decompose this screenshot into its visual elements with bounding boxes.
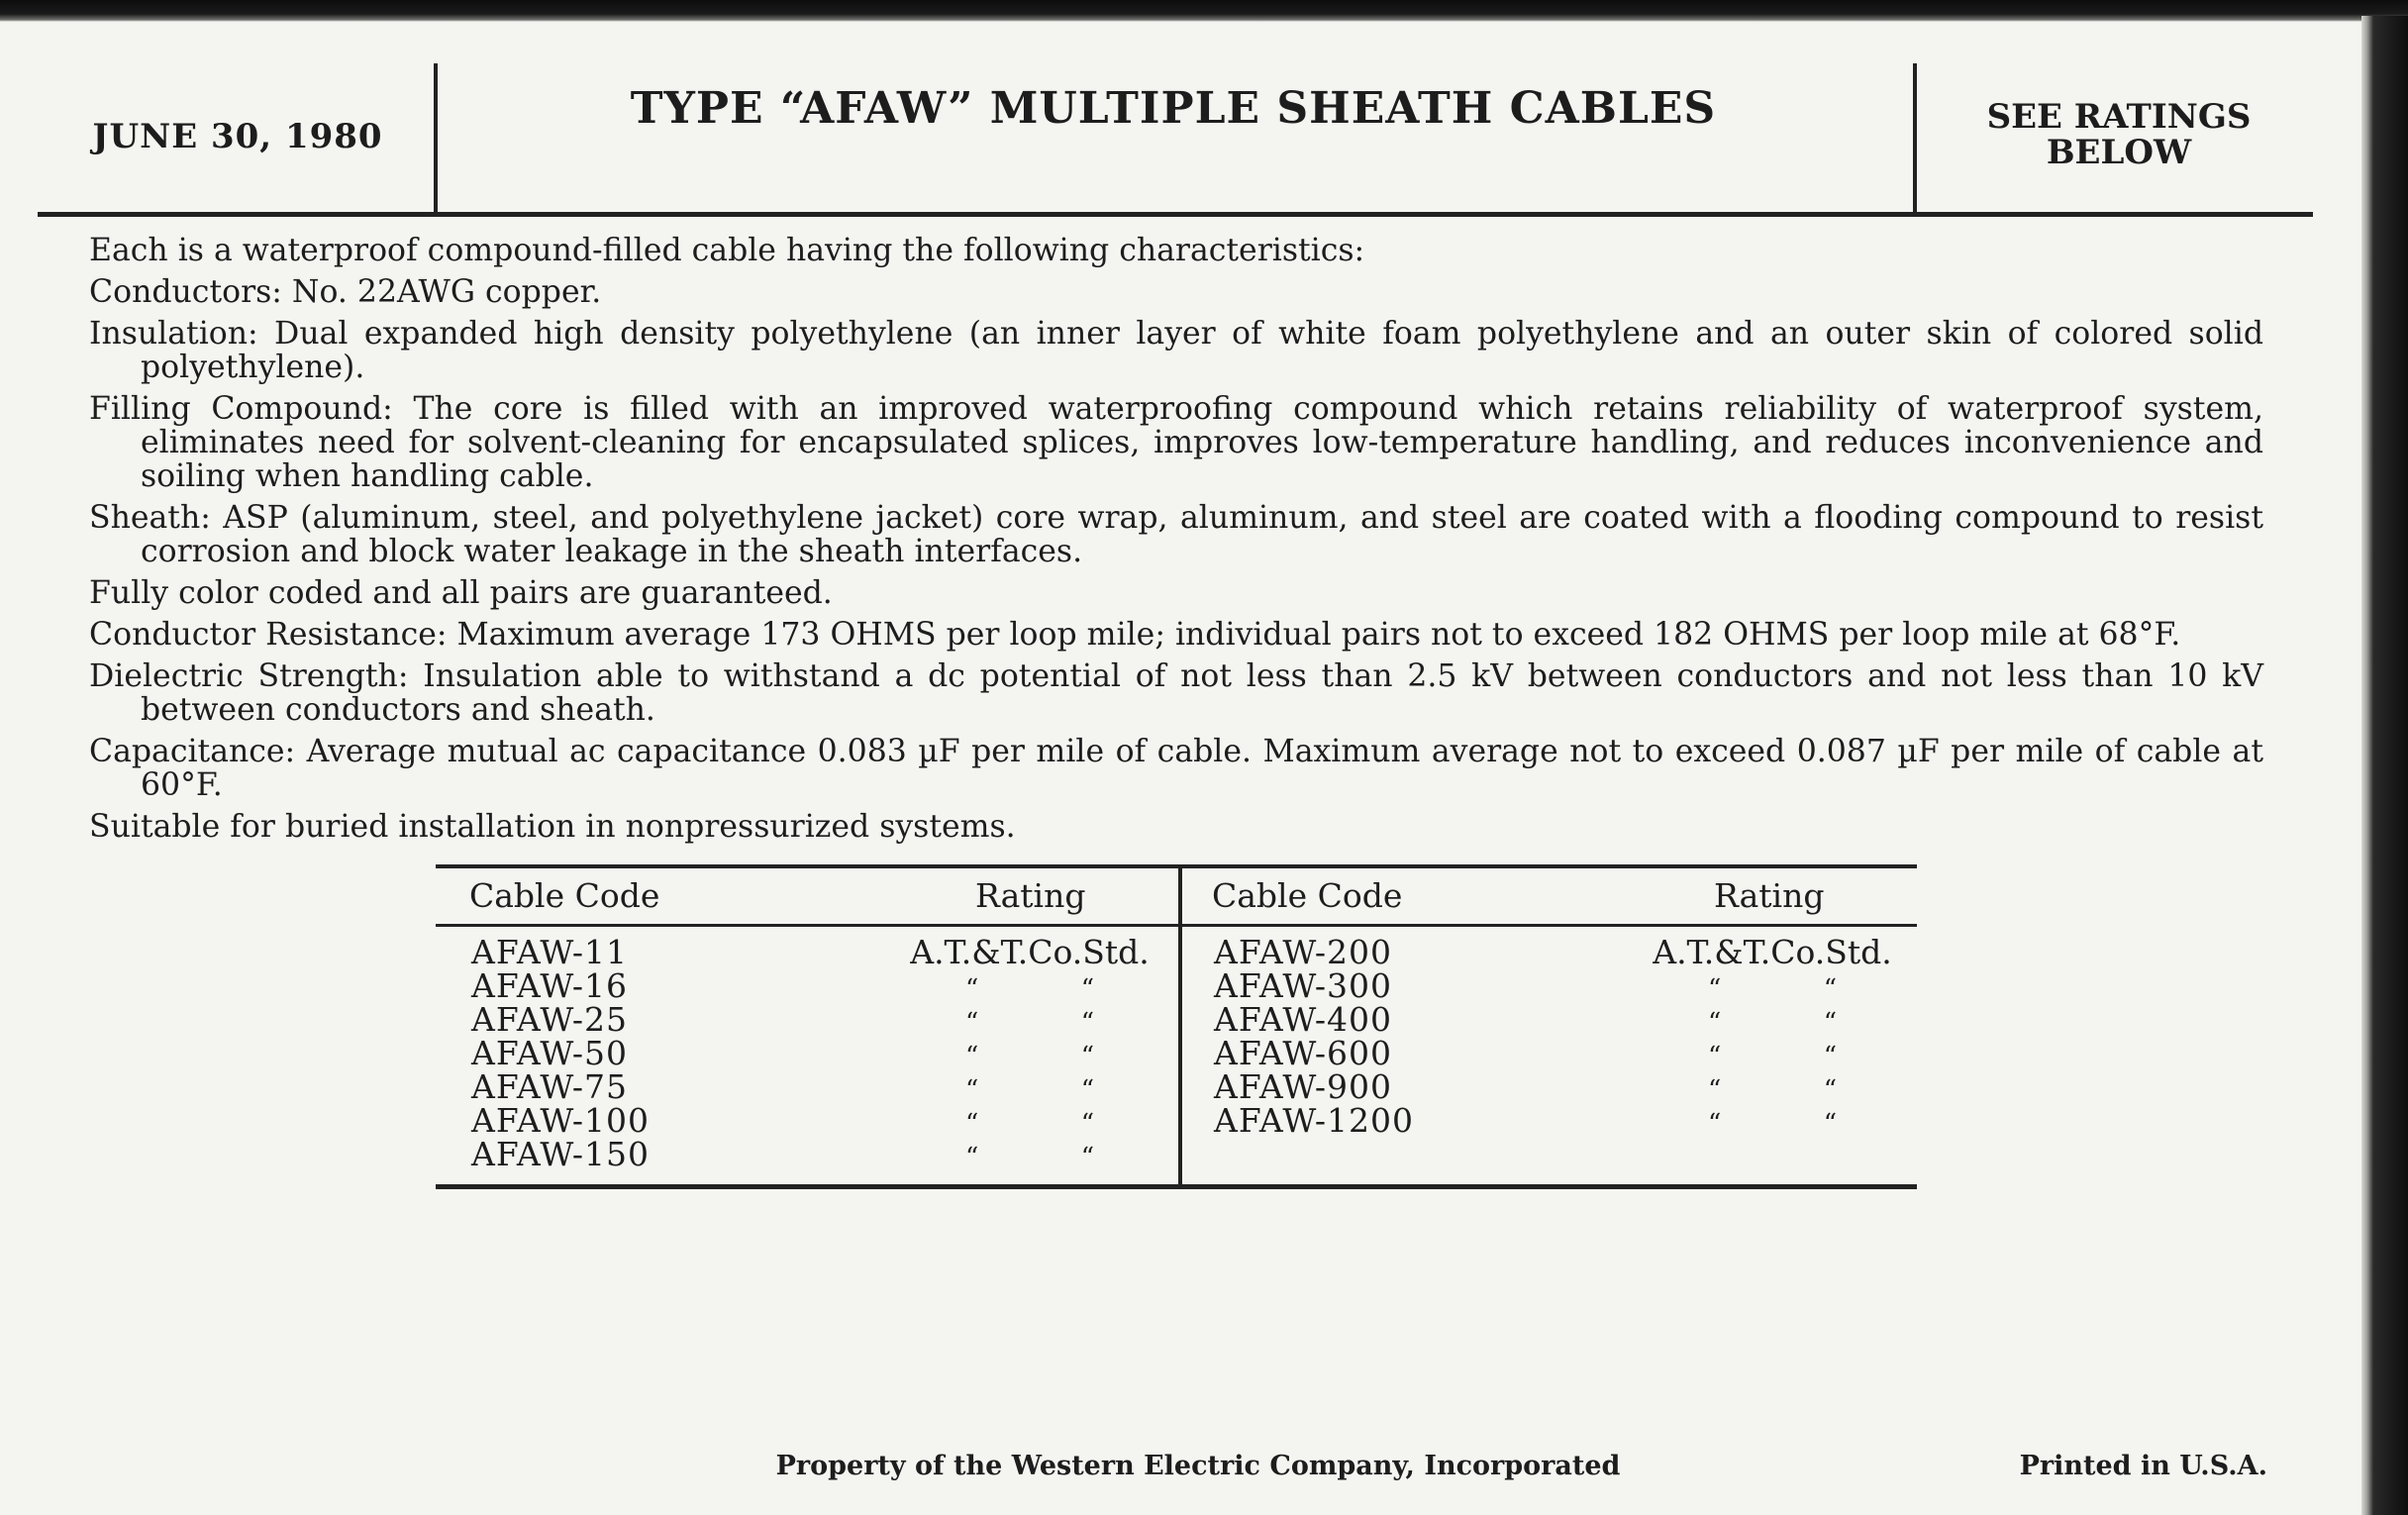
installation-paragraph: Suitable for buried installation in nonpressurized systems. bbox=[89, 809, 1016, 845]
ditto-marks bbox=[965, 1006, 1094, 1040]
issue-date: JUNE 30, 1980 bbox=[92, 117, 383, 156]
scan-edge-top bbox=[0, 0, 2408, 22]
color-coded-paragraph: Fully color coded and all pairs are guaranteed. bbox=[89, 575, 833, 611]
ditto-mark: “ bbox=[1080, 1008, 1094, 1038]
left-rating-ditto bbox=[901, 1138, 1158, 1171]
printed-notice: Printed in U.S.A. bbox=[2019, 1451, 2267, 1481]
filling-compound-paragraph: Filling Compound: The core is filled with an improved waterproofing compound which retains reliability of waterproof system, eliminates need for solvent-cleaning for encapsulated splices, improves low-temperature handling, and reduces inconvenience and soiling when handling cable. bbox=[89, 391, 2263, 494]
right-rating-ditto bbox=[1644, 1070, 1901, 1104]
right-rating-ditto bbox=[1644, 1037, 1901, 1070]
left-cable-code: AFAW-75 bbox=[471, 1067, 629, 1106]
ditto-marks bbox=[1708, 1040, 1837, 1073]
conductor-resistance-paragraph: Conductor Resistance: Maximum average 173 OHMS per loop mile; individual pairs not to exceed 182 OHMS per loop mile at 68°F. bbox=[89, 617, 2181, 653]
right-rating-column bbox=[1644, 933, 1901, 1139]
conductors-paragraph: Conductors: No. 22AWG copper. bbox=[89, 274, 602, 310]
ditto-mark: “ bbox=[1823, 1109, 1837, 1139]
ditto-marks bbox=[1708, 1073, 1837, 1107]
right-cable-code: AFAW-200 bbox=[1214, 933, 1393, 971]
left-rating-value: A.T.&T.Co.Std. bbox=[910, 933, 1150, 971]
ratings-note bbox=[1941, 99, 2297, 170]
ditto-mark: “ bbox=[1080, 1075, 1094, 1105]
left-rating-ditto bbox=[901, 1104, 1158, 1138]
left-cable-code: AFAW-150 bbox=[471, 1135, 651, 1173]
capacitance-paragraph: Capacitance: Average mutual ac capacitance 0.083 µF per mile of cable. Maximum average not to exceed 0.087 µF per mile of cable at 60°F. bbox=[89, 734, 2263, 803]
intro-paragraph: Each is a waterproof compound-filled cable having the following characteristics: bbox=[89, 233, 1365, 268]
ditto-mark: “ bbox=[1708, 1008, 1722, 1038]
ditto-mark: “ bbox=[1708, 1042, 1722, 1071]
ditto-mark: “ bbox=[1708, 1109, 1722, 1139]
left-cable-code: AFAW-16 bbox=[471, 966, 629, 1005]
header-rating-left: Rating bbox=[975, 876, 1086, 915]
ditto-mark: “ bbox=[965, 974, 979, 1004]
table-bottom-rule bbox=[436, 1184, 1917, 1189]
right-rating-ditto bbox=[1644, 1104, 1901, 1138]
right-cable-code: AFAW-400 bbox=[1214, 1000, 1393, 1039]
header-cable-code-left: Cable Code bbox=[469, 876, 660, 915]
right-rating-value: A.T.&T.Co.Std. bbox=[1653, 933, 1892, 971]
ditto-marks bbox=[965, 1040, 1094, 1073]
ditto-mark: “ bbox=[965, 1008, 979, 1038]
ditto-mark: “ bbox=[1080, 1042, 1094, 1071]
ditto-marks bbox=[1708, 1107, 1837, 1141]
right-cable-code: AFAW-600 bbox=[1214, 1034, 1393, 1072]
left-cable-code: AFAW-100 bbox=[471, 1101, 651, 1140]
ditto-marks bbox=[1708, 1006, 1837, 1040]
ditto-marks bbox=[965, 1141, 1094, 1174]
left-cable-code: AFAW-50 bbox=[471, 1034, 629, 1072]
ratings-note-line1: SEE RATINGS bbox=[1986, 97, 2252, 137]
left-rating-ditto bbox=[901, 1070, 1158, 1104]
ditto-marks bbox=[965, 972, 1094, 1006]
ditto-mark: “ bbox=[1823, 974, 1837, 1004]
cable-ratings-table bbox=[436, 864, 1917, 1189]
ditto-marks bbox=[965, 1073, 1094, 1107]
left-cable-code: AFAW-25 bbox=[471, 1000, 629, 1039]
ditto-marks bbox=[965, 1107, 1094, 1141]
dielectric-strength-paragraph: Dielectric Strength: Insulation able to withstand a dc potential of not less than 2.5 kV between conductors and not less than 10 kV between conductors and sheath. bbox=[89, 658, 2263, 728]
property-notice: Property of the Western Electric Company, Incorporated bbox=[775, 1451, 1621, 1481]
left-rating-ditto bbox=[901, 969, 1158, 1003]
left-rating-ditto bbox=[901, 1037, 1158, 1070]
left-code-column bbox=[471, 933, 768, 1173]
characteristics-text bbox=[89, 234, 2263, 852]
table-header-rule bbox=[436, 924, 1917, 927]
header-rating-right: Rating bbox=[1714, 876, 1825, 915]
ditto-mark: “ bbox=[1080, 1109, 1094, 1139]
insulation-paragraph: Insulation: Dual expanded high density polyethylene (an inner layer of white foam polyethylene and an outer skin of colored solid polyethylene). bbox=[89, 316, 2263, 385]
left-rating-ditto bbox=[901, 1003, 1158, 1037]
right-cable-code: AFAW-1200 bbox=[1214, 1101, 1415, 1140]
scan-edge-right bbox=[2361, 16, 2408, 1515]
table-column-divider bbox=[1178, 864, 1182, 1189]
ditto-mark: “ bbox=[1708, 1075, 1722, 1105]
ratings-note-line2: BELOW bbox=[2046, 133, 2192, 172]
ditto-marks bbox=[1708, 972, 1837, 1006]
ditto-mark: “ bbox=[1823, 1008, 1837, 1038]
left-rating-column bbox=[901, 933, 1158, 1172]
ditto-mark: “ bbox=[965, 1042, 979, 1071]
ditto-mark: “ bbox=[1823, 1042, 1837, 1071]
ditto-mark: “ bbox=[965, 1109, 979, 1139]
right-rating-ditto bbox=[1644, 969, 1901, 1003]
right-cable-code: AFAW-300 bbox=[1214, 966, 1393, 1005]
header-rule bbox=[38, 212, 2313, 217]
sheath-paragraph: Sheath: ASP (aluminum, steel, and polyethylene jacket) core wrap, aluminum, and steel are coated with a flooding compound to resist corrosion and block water leakage in the sheath interfaces. bbox=[89, 500, 2263, 569]
ditto-mark: “ bbox=[965, 1075, 979, 1105]
ditto-mark: “ bbox=[965, 1143, 979, 1172]
page-title: TYPE “AFAW” MULTIPLE SHEATH CABLES bbox=[630, 83, 1717, 134]
ditto-mark: “ bbox=[1080, 1143, 1094, 1172]
header-cable-code-right: Cable Code bbox=[1212, 876, 1403, 915]
ditto-mark: “ bbox=[1823, 1075, 1837, 1105]
left-cable-code: AFAW-11 bbox=[471, 933, 629, 971]
ditto-mark: “ bbox=[1080, 974, 1094, 1004]
ditto-mark: “ bbox=[1708, 974, 1722, 1004]
right-rating-ditto bbox=[1644, 1003, 1901, 1037]
table-top-rule bbox=[436, 864, 1917, 868]
right-cable-code: AFAW-900 bbox=[1214, 1067, 1393, 1106]
right-code-column bbox=[1214, 933, 1511, 1140]
header-divider-right bbox=[1913, 63, 1917, 212]
